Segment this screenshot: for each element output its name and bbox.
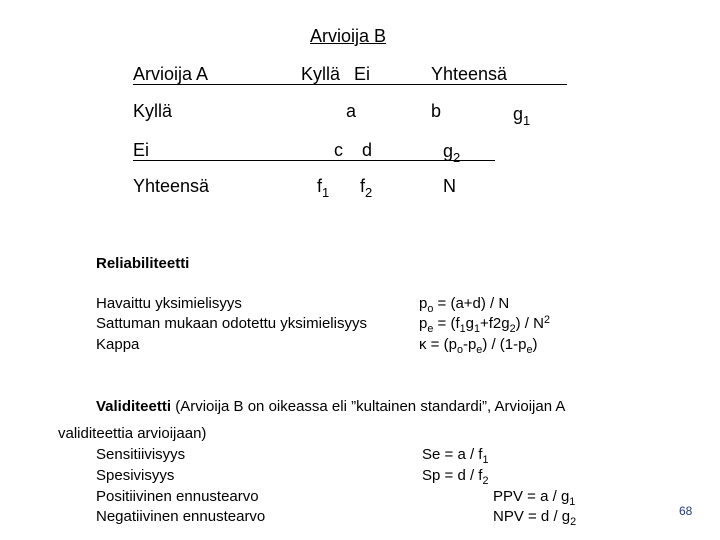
formula-kappa: $\kappa = (p_o-p_e) / (1-p_e)$: [419, 336, 538, 356]
cell-c: c: [334, 140, 343, 160]
formula-npv: NPV = d / $g_2$: [493, 508, 577, 528]
label-spesivisyys: Spesivisyys: [96, 467, 175, 484]
validity-heading-line: [96, 398, 565, 415]
formula-sp: $Sp = d / f_2$: [422, 467, 489, 487]
validity-description-cont: validiteettia arvioijaan): [58, 425, 207, 442]
formula-ppv: PPV = a / $g_1$: [493, 488, 576, 508]
label-kappa: Kappa: [96, 336, 140, 353]
header-arvioija-b: Arvioija B: [310, 26, 387, 46]
cell-a: a: [346, 101, 357, 121]
row-label-kylla: Kyllä: [133, 101, 173, 121]
page-number: 68: [679, 504, 693, 518]
formula-pe: $p_e = (f_1g_1+f2g_2) / N^2$: [419, 314, 550, 335]
row-label-yhteensa: Yhteensä: [133, 176, 210, 196]
header-arvioija-a: Arvioija A: [133, 64, 209, 84]
label-havaittu: Havaittu yksimielisyys: [96, 295, 242, 312]
formula-se: $Se = a / f_1$: [422, 446, 489, 466]
col-header-ei: Ei: [354, 64, 371, 84]
validity-description: (Arvioija B on oikeassa eli ”kultainen standardi”, Arvioijan A: [171, 398, 566, 415]
cell-g2: $g_2$: [443, 141, 461, 165]
label-npv: Negatiivinen ennustearvo: [96, 508, 266, 525]
formula-po: $p_o = (a+d) / N$: [419, 295, 510, 315]
row-ei-underline: [133, 160, 495, 161]
cell-f1: $f_1$: [317, 176, 330, 200]
cell-n: N: [443, 176, 456, 196]
col-header-yhteensa: Yhteensä: [431, 64, 508, 84]
cell-f2: $f_2$: [360, 176, 373, 200]
col-header-kylla: Kyllä: [301, 64, 341, 84]
validity-heading: Validiteetti: [96, 398, 172, 415]
label-sattuman: Sattuman mukaan odotettu yksimielisyys: [96, 315, 367, 332]
row-label-ei: Ei: [133, 140, 150, 160]
header-underline: [133, 84, 567, 85]
cell-g1: $g_1$: [513, 104, 531, 128]
reliability-heading: Reliabiliteetti: [96, 255, 190, 272]
label-ppv: Positiivinen ennustearvo: [96, 488, 259, 505]
label-sensitiivisyys: Sensitiivisyys: [96, 446, 186, 463]
cell-d: d: [362, 140, 373, 160]
cell-b: b: [431, 101, 442, 121]
